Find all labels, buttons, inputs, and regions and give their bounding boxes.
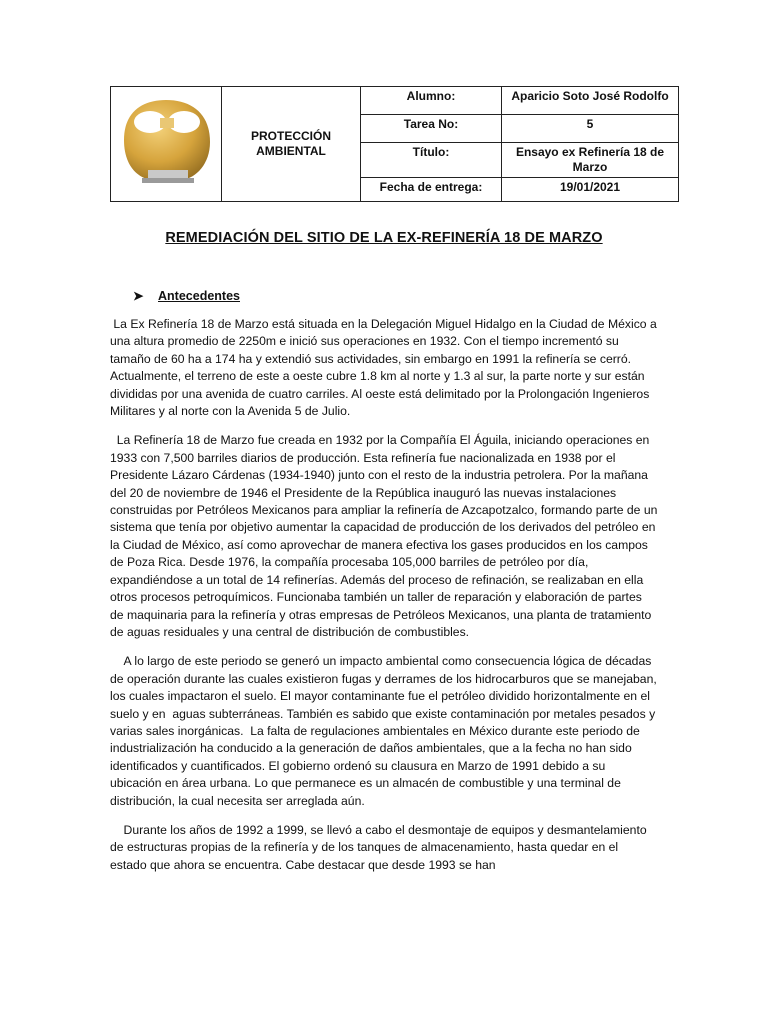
paragraph: La Refinería 18 de Marzo fue creada en 1932 por la Compañía El Águila, iniciando operaciones en 1933 con 7,500 barriles diarios de producción. Esta refinería fue nacionalizada en 1938 por el Presidente Lázaro Cárdenas (1934-1940) junto con el resto de la industria petrolera. Por la mañana del 20 de noviembre de 1946 el Presidente de la República inauguró las nuevas instalaciones construidas por Petróleos Mexicanos para ampliar la refinería de Azcapotzalco, formando parte de un sistema que tenía por objetivo aumentar la capacidad de producción de los derivados del petróleo en la Ciudad de México, así como aprovechar de manera efectiva los gases producidos en los campos de Poza Rica. Desde 1976, la compañía procesaba 105,000 barriles de petróleo por día, expandiéndose a un total de 14 refinerías. Además del proceso de refinación, se realizaban en ella otros procesos petroquímicos. Funcionaba también un taller de reparación y elaboración de partes de maquinaria para la refinería y otras empresas de Petróleos Mexicanos, una planta de tratamiento de aguas residuales y una central de distribución de combustibles.: [110, 433, 661, 639]
paragraph: Durante los años de 1992 a 1999, se llevó a cabo el desmontaje de equipos y desmantelamiento de estructuras propias de la refinería y de los tanques de almacenamiento, hasta quedar en el estado que ahora se encuentra. Cabe destacar que desde 1993 se han: [110, 822, 650, 872]
label-fecha: Fecha de entrega:: [361, 178, 502, 202]
document-title: REMEDIACIÓN DEL SITIO DE LA EX-REFINERÍA 18 DE MARZO: [165, 230, 603, 246]
label-titulo: Título:: [361, 143, 502, 178]
value-alumno: Aparicio Soto José Rodolfo: [502, 87, 679, 115]
section-heading-text: Antecedentes: [158, 289, 240, 303]
paragraph: A lo largo de este periodo se generó un impacto ambiental como consecuencia lógica de décadas de operación durante las cuales existieron fugas y derrames de los hidrocarburos que se manejaban, los cuales impactaron el suelo. El mayor contaminante fue el petróleo dividido horizontalmente en el suelo y en aguas subterráneas. También es sabido que existe contaminación por metales pesados y varias sales inorgánicas. La falta de regulaciones ambientales en México durante este periodo de industrialización ha conducido a la generación de daños ambientales, que a la fecha no han sido identificados y cuantificados. El gobierno ordenó su clausura en Marzo de 1991 debido a su ubicación en área urbana. Lo que permanece es un almacén de combustible y una terminal de distribución, la cual necesita ser arreglada aún.: [110, 654, 661, 808]
label-tarea: Tarea No:: [361, 115, 502, 143]
arrow-bullet-icon: ➤: [133, 289, 144, 303]
value-titulo: Ensayo ex Refinería 18 de Marzo: [502, 143, 679, 178]
paragraph: La Ex Refinería 18 de Marzo está situada en la Delegación Miguel Hidalgo en la Ciudad de México a una altura promedio de 2250m e inició sus operaciones en 1932. Con el tiempo incrementó su tamaño de 60 ha a 174 ha y extendió sus actividades, sin embargo en 1991 la refinería se cerró. Actualmente, el terreno de este a oeste cubre 1.8 km al norte y 1.3 al sur, la parte norte y sur están divididas por una avenida de cuatro carriles. Al oeste está delimitado por la Prolongación Ingenieros Militares y al norte con la Avenida 5 de Julio.: [110, 317, 661, 419]
label-alumno: Alumno:: [361, 87, 502, 115]
subject-cell: PROTECCIÓN AMBIENTAL: [222, 87, 361, 202]
value-tarea: 5: [502, 115, 679, 143]
body-text: [110, 316, 661, 886]
header-table: [110, 86, 679, 202]
section-heading: [133, 288, 240, 303]
value-fecha: 19/01/2021: [502, 178, 679, 202]
logo-cell: [111, 87, 222, 202]
school-logo: [112, 92, 220, 192]
